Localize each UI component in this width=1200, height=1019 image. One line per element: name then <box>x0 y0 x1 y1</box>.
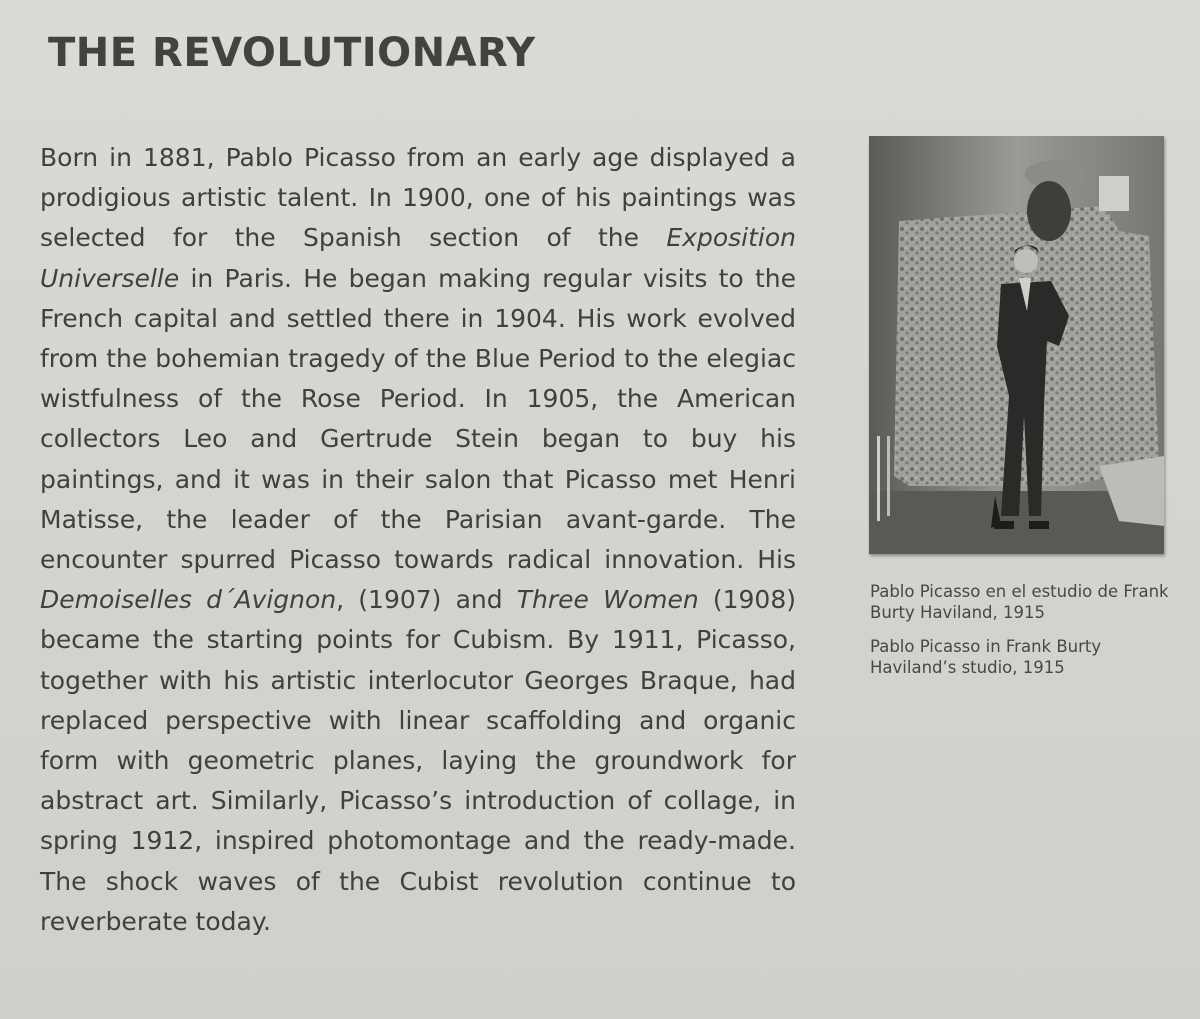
historical-photograph <box>869 136 1164 554</box>
photo-caption-english: Pablo Picasso in Frank Burty Haviland’s studio, 1915 <box>870 637 1102 677</box>
text-run: , (1907) and <box>336 585 517 615</box>
body-paragraph <box>40 138 796 942</box>
text-run-italic: Three Women <box>516 585 699 615</box>
text-run-italic: Exposition Universelle <box>40 223 796 293</box>
text-run: (1908) became the starting points for Cubism. By 1911, Picasso, together with his artistic interlocutor Georges Braque, had replaced perspective with linear scaffolding and organic form with geometric planes, laying the groundwork for abstract art. Similarly, Picasso’s introduction of collage, in spring 1912, inspired photomontage and the ready-made. The shock waves of the Cubist revolution continue to reverberate today. <box>40 585 796 936</box>
photo-caption-spanish: Pablo Picasso en el estudio de Frank Burty Haviland, 1915 <box>870 582 1169 622</box>
text-run: in Paris. He began making regular visits to the French capital and settled there in 1904. His work evolved from the bohemian tragedy of the Blue Period to the elegiac wistfulness of the Rose Period. In 1905, the American collectors Leo and Gertrude Stein began to buy his paintings, and it was in their salon that Picasso met Henri Matisse, the leader of the Parisian avant-garde. The encounter spurred Picasso towards radical innovation. His <box>40 263 796 575</box>
text-run: Born in 1881, Pablo Picasso from an early age displayed a prodigious artistic talent. In 1900, one of his paintings was selected for the Spanish section of the <box>40 143 796 253</box>
panel-title: THE REVOLUTIONARY <box>48 30 536 76</box>
text-run-italic: Demoiselles d´Avignon <box>40 585 337 615</box>
